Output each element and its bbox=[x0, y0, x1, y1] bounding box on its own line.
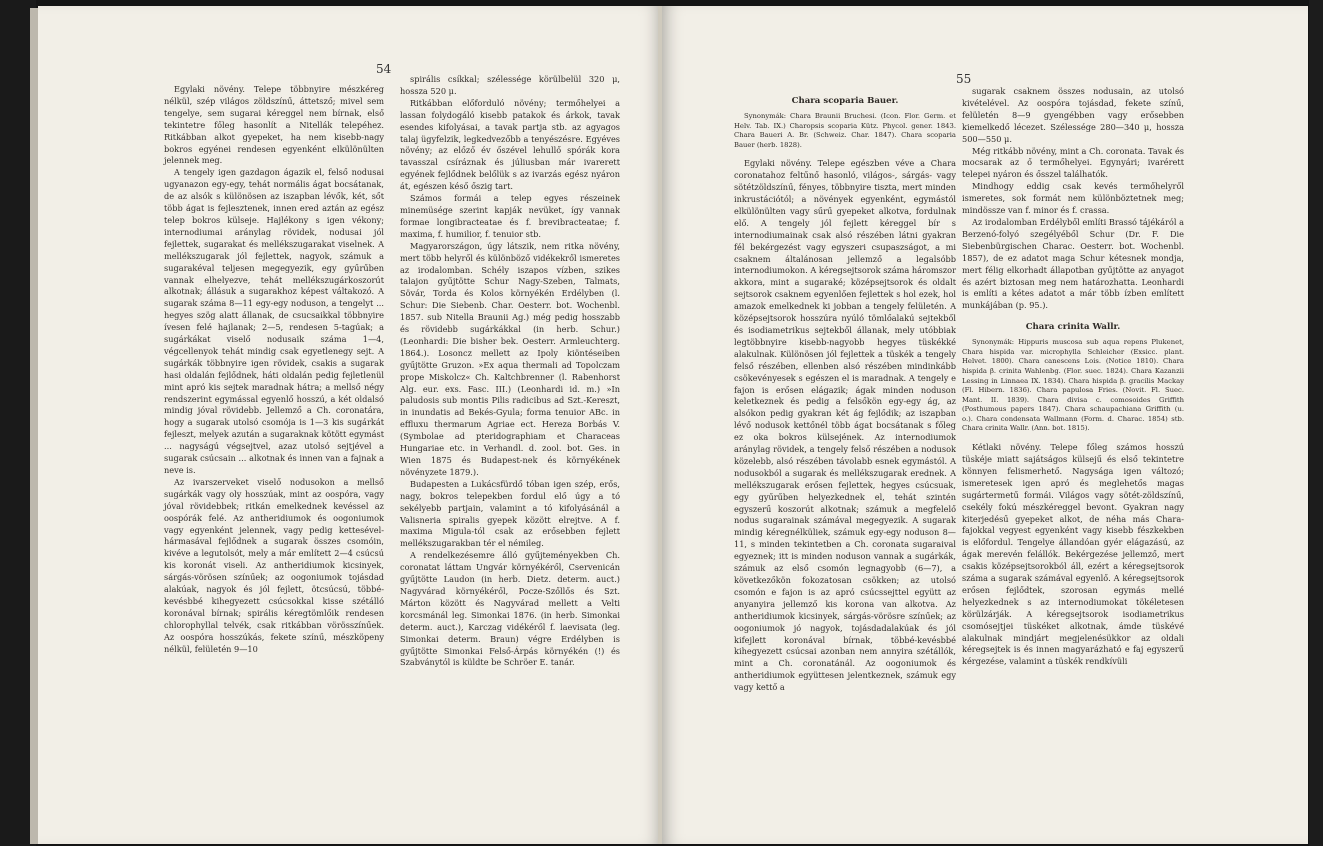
synonym-list: Synonymák: Chara Braunii Bruchesi. (Icon. Flor. Germ. et Helv. Tab. IX.) Charopsis scoparia Kütz. Phycol. gener. 1843. Chara Baueri A. Br. (Schweiz. Char. 1847). Chara scoparia Bauer (herb. 1828). bbox=[734, 111, 956, 149]
paragraph: Kétlaki növény. Telepe főleg számos hosszú tüskéje miatt sajátságos külsejű és első tekintetre könnyen felismerhető. Nagysága igen változó; ismeretesek igen apró és meglehetős magas sugártermetű formái. Világos vagy sötét-zöldszínű, csekély fokú mészkéreggel bevont. Gyakran nagy kiterjedésű gyepeket alkot, de néha más Chara-fajokkal vegyest egyenként vagy kisebb fészkekben is előfordul. Tengelye állandóan gyér elágazású, az ágak merevén felállók. Bekérgezése jellemző, mert csakis középsejtsorokból áll, ezért a kéregsejtsorok száma a sugarak számával egyenlő. A kéregsejtsorok erősen fejlődtek, szorosan egymás mellé helyezkednek s az internodiumokat tökéletesen körülzárják. A kéregsejtsorok isodiametrikus csomósejtjei tüskéket alkotnak, ámde tüskévé alakulnak mindjárt megjelenésükkor az oldali kéregsejtek is és innen magyarázható e faj egyszerű kérgezése, valamint a tüskék rendkívüli bbox=[962, 442, 1184, 667]
left-page bbox=[38, 6, 662, 844]
paragraph: Magyarországon, úgy látszik, nem ritka növény, mert több helyről és különböző vidékekről ismeretes az irodalomban. Schély iszapos vízben, szikes talajon gyűjtötte Schur Nagy-Szeben, Talmats, Sövár, Torda és Kolos környékén Erdélyben (l. Schur: Die Siebenb. Char. Oesterr. bot. Wochenbl. 1857. sub Nitella Braunii Ag.) még pedig hosszabb és rövidebb sugárkákkal (in herb. Schur.) (Leonhardi: Die bisher bek. Oesterr. Armleuchterg. 1864.). Losoncz mellett az Ipoly kiöntéseiben gyűjtötte Gruzon. »Ex aqua thermali ad Topolczam prope Miskolcz« Ch. Kaltchbrenner (l. Rabenhorst Alg. eur. exs. Fasc. III.) (Leonhardi id. m.) »In paludosis sub montis Pilis radicibus ad Szt.-Kereszt, in inundatis ad Bekés-Gyula; forma tenuior ABc. in effluxu thermarum Agriae ect. Hereza Borbás V. (Symbolae ad pteridographiam et Characeas Hungariae etc. in Verhandl. d. zool. bot. Ges. in Wien 1875 és Budapest-nek és környékének növényzete 1879.). bbox=[400, 240, 620, 477]
paragraph: Egylaki növény. Telepe többnyire mészkéreg nélkül, szép világos zöldszínű, áttetsző; mivel sem tengelye, sem sugarai kéreggel nem bírnak, első tekintetre főleg hasonlít a Nitellák telepéhez. Ritkábban alkot gyepeket, ha nem kisebb-nagy bokros egyénei rendesen egyenként elkülönülten jelennek meg. bbox=[164, 84, 384, 166]
paragraph: A rendelkezésemre álló gyűjteményekben Ch. coronatat láttam Ungvár környékéről, Cservenicán gyűjtötte Laudon (in herb. Dietz. determ. auct.) Nagyvárad környékéről, Pocze-Szőllős és Szt. Márton között és Nagyvárad mellett a Velti korcsmánál leg. Simonkai 1876. (in herb. Simonkai determ. auct.), Karczag vidékéről f. laevisata (leg. Simonkai determ. Braun) végre Erdélyben is gyűjtötte Simonkai Felső-Árpás környékén (!) és Szabványtól is küldte be Schröer E. tanár. bbox=[400, 550, 620, 668]
book-edge-strip bbox=[30, 8, 38, 844]
paragraph: sugarak csaknem összes nodusain, az utolsó kivételével. Az oospóra tojásdad, fekete színű, felületén 8—9 gyengébben vagy erősebben kiemelkedő lécezet. Szélessége 280—340 μ, hossza 500—550 μ. bbox=[962, 86, 1184, 144]
paragraph: Budapesten a Lukácsfürdő tóban igen szép, erős, nagy, bokros telepekben fordul elő úgy a tó sekélyebb partjain, valamint a tó kifolyásánál a Valisneria spiralis gyepek között elrejtve. A f. maxima Migula-tól csak az erősebben fejlett mellékszugarakban tér el némileg. bbox=[400, 478, 620, 549]
species-heading: Chara crinita Wallr. bbox=[1025, 322, 1121, 333]
paragraph: Egylaki növény. Telepe egészben véve a Chara coronatahoz feltűnő hasonló, világos-, sárgás- vagy sötétzöldszínű, fényes, többnyire tiszta, mert minden inkrustációtól; a növények egyenként, egymástól elkülönülten vagy sűrű gyepeket alkotva, fordulnak elő. A tengely jól fejlett kéreggel bír s internodiumainak csak alsó részében látni gyakran fél bekérgezést vagy egyszeri csupaszságot, a mi csaknem általánosan jellemző a legalsóbb internodiumokon. A kéregsejtsorok száma háromszor akkora, mint a sugaraké; középsejtsorok és oldalt sejtsorok csaknem egyenlően fejlettek s hol ezek, hol amazok emelkednek ki jobban a tengely felületén. A középsejtsorok hosszúra nyúló tömlőalakú sejtekből és isodiametrikus sejtekből állanak, mely utóbbiak legtöbbnyire kisebb-nagyobb hegyes tüskékké alakulnak. Különösen jól fejlettek a tüskék a tengely felső részében, ellenben alsó részében mindinkább csökevényesek s egészen el is maradnak. A tengely e fajon is erősen elágazik; ágak minden noduson keletkeznek és pedig a felsőkön egy-egy ág, az alsókon pedig gyakran két ág fejlődik; az iszapban lévő nodusok kettőnél több ágat bocsátanak s főleg ez oka bokros külsejének. Az internodiumok aránylag rövidek, a tengely felső részében a nodusok közelebb, alsó részében távolabb esnek egymástól. A nodusokból a sugarak és mellékszugarak erednek. A mellékszugarak erősen fejlettek, hegyes csúcsuak, egy gyűrűben helyezkednek el, tehát szintén egyszerű koszorút alkotnak; számuk a megfelelő nodus sugarainak számával megegyezik. A sugarak mindig kéregnélküliek, számuk egy-egy noduson 8—11, s minden tekintetben a Ch. coronata sugaraival egyeznek; itt is minden noduson vannak a sugárkák, számuk az első csomón legnagyobb (6—7), a következőkön fokozatosan csökken; az utolsó csomón e fajon is az apró csúcssejttel együtt az anyanyira jellemző kis korona van alkotva. Az antheridiumok kicsinyek, sárgás-vörösre színűek; az oogoniumok jó nagyok, tojásdadalakúak és jól kifejlett koronával bírnak, többé-kevésbbé kihegyezett csúcsai azonban nem annyira szétállók, mint a Ch. coronatánál. Az oogoniumok és antheridiumok együttesen jelentkeznek, számuk egy vagy kettő a bbox=[734, 158, 956, 693]
scan-right-margin bbox=[1309, 0, 1323, 846]
page-number-right: 55 bbox=[956, 72, 972, 86]
paragraph: Ritkábban előforduló növény; termőhelyei a lassan folydogáló kisebb patakok és árkok, tavak esendes kifolyásai, a tavak partja stb. az agyagos talaj ügyfelzik, legkedvezőbb a tenyészésre. Egyéves növény; az előző év őszével lehullő spórák kora tavasszal csíráznak és júliusban már ivarerett egyének fejlődnek belőlük s az ivarzás egész nyáron át, egészen késő őszig tart. bbox=[400, 97, 620, 192]
left-page-column-1 bbox=[164, 84, 384, 656]
synonym-list: Synonymák: Hippuris muscosa sub aqua repens Plukenet, Chara hispida var. microphylla Schleicher (Exsicc. plant. Helvet. 1800). Chara canescens Lois. (Notice 1810). Chara hispida β. crinita Wahlenbg. (Flor. suec. 1824). Chara Kazanzii Lessing in Linnaea IX. 1834). Chara hispida β. gracilis Mackay (Fl. Hibern. 1836). Chara papulosa Fries. (Novit. Fl. Suec. Mant. II. 1839). Chara divisa c. comosoides Griffith (Posthumous papers 1847). Chara schaupachiana Griffith (u. o.). Chara condensata Wallmann (Form. d. Charac. 1854) stb. Chara crinita Wallr. (Ann. bot. 1815). bbox=[962, 338, 1184, 433]
paragraph: Mindhogy eddig csak kevés termőhelyről ismeretes, sok formát nem különböztetnek meg; mindössze van f. minor és f. crassa. bbox=[962, 181, 1184, 216]
paragraph: A tengely igen gazdagon ágazik el, felső nodusai ugyanazon egy-egy, tehát normális ágat bocsátanak, de az alsók s különösen az iszapban lévők, két, sőt több ágat is fejlesztenek, innen ered aztán az egész telep bokros külseje. Hajlékony s igen vékony; internodiumai aránylag rövidek, nodusai jól fejlettek, sugarakat és mellékszugarakat viselnek. A mellékszugarak jól fejlettek, nagyok, számuk a sugarakéval teljesen megegyezik, egy gyűrűben vannak elhelyezve, tehát mellékszugárkoszorút alkotnak; állásuk a sugarakhoz képest váltakozó. A sugarak száma 8—11 egy-egy noduson, a tengelyt ... hegyes szög alatt állanak, de csucsaikkal többnyire ívesen felé hajlanak; 2—5, rendesen 5-tagúak; a sugárkákat viselő nodusaik száma 1—4, végcellenyok tehát mindig csak egyetlenegy sejt. A sugárkák többnyire igen rövidek, csakis a sugarak hasi oldalán fejlődnek, háti oldalán pedig fejletlenül mint apró kis sejtek maradnak hátra; a mellső négy rendszerint egymással egyenlő hosszú, a két oldalsó mindig jóval rövidebb. Jellemző a Ch. coronatára, hogy a sugarak utolsó csomója is 1—3 kis sugárkát fejleszt, melyek azután a sugaraknak kötött egymást ... nagyságú végsejtvel, azaz utolsó sejtjével a sugarak csúcsain ... alkotnak és innen van a fajnak a neve is. bbox=[164, 167, 384, 475]
page-number-left: 54 bbox=[376, 62, 392, 76]
paragraph: Számos formái a telep egyes részeinek minemüsége szerint kapják nevüket, így vannak formae longibracteatae és f. brevibracteatae; f. maxima, f. humilior, f. tenuior stb. bbox=[400, 193, 620, 239]
paragraph: Még ritkább növény, mint a Ch. coronata. Tavak és mocsarak az ő termőhelyei. Egynyári; ivarérett telepei nyáron és ősszel találhatók. bbox=[962, 145, 1184, 180]
right-page-column-1 bbox=[734, 94, 956, 694]
paragraph: spirális csíkkal; szélessége körülbelül 320 μ, hossza 520 μ. bbox=[400, 74, 620, 96]
right-page bbox=[662, 6, 1308, 844]
paragraph: Az irodalomban Erdélyből említi Brassó tájékáról a Berzenó-folyó szegélyéből Schur (Dr. F. Die Siebenbürgischen Charac. Oesterr. bot. Wochenbl. 1857), de ez adatot maga Schur kétesnek mondja, mert félig elkorhadt állapotban gyűjtötte az anyagot és azért biztosan meg nem határozhatta. Leonhardi is említi a kétes adatot a már több ízben említett munkájában (p. 95.). bbox=[962, 216, 1184, 311]
left-page-column-2 bbox=[400, 74, 620, 669]
paragraph: Az ivarszerveket viselő nodusokon a mellső sugárkák vagy oly hosszúak, mint az oospóra, vagy jóval rövidebbek; ritkán emelkednek kevéssel az oospórák felé. Az antheridiumok és oogoniumok vagy egyenként jelennek, vagy pedig kettesével-hármasával fejlődnek a sugarak összes csomóin, kivéve a legutolsót, mely a már említett 2—4 csúcsú kis koronát viseli. Az antheridiumok kicsinyek, sárgás-vörösen színűek; az oogoniumok tojásdad alakúak, nagyok és jól fejlett, ötcsúcsú, többé-kevésbbé kihegyezett csúcsokkal kisse szétálló koronával bírnak; spirális kéregtömlőik rendesen chlorophyllal telvék, csak ritkábban vörösszínűek. Az oospóra hosszúkás, fekete színű, mészköpeny nélkül, felületén 9—10 bbox=[164, 476, 384, 654]
species-heading: Chara scoparia Bauer. bbox=[791, 96, 899, 106]
right-page-column-2 bbox=[962, 86, 1184, 668]
